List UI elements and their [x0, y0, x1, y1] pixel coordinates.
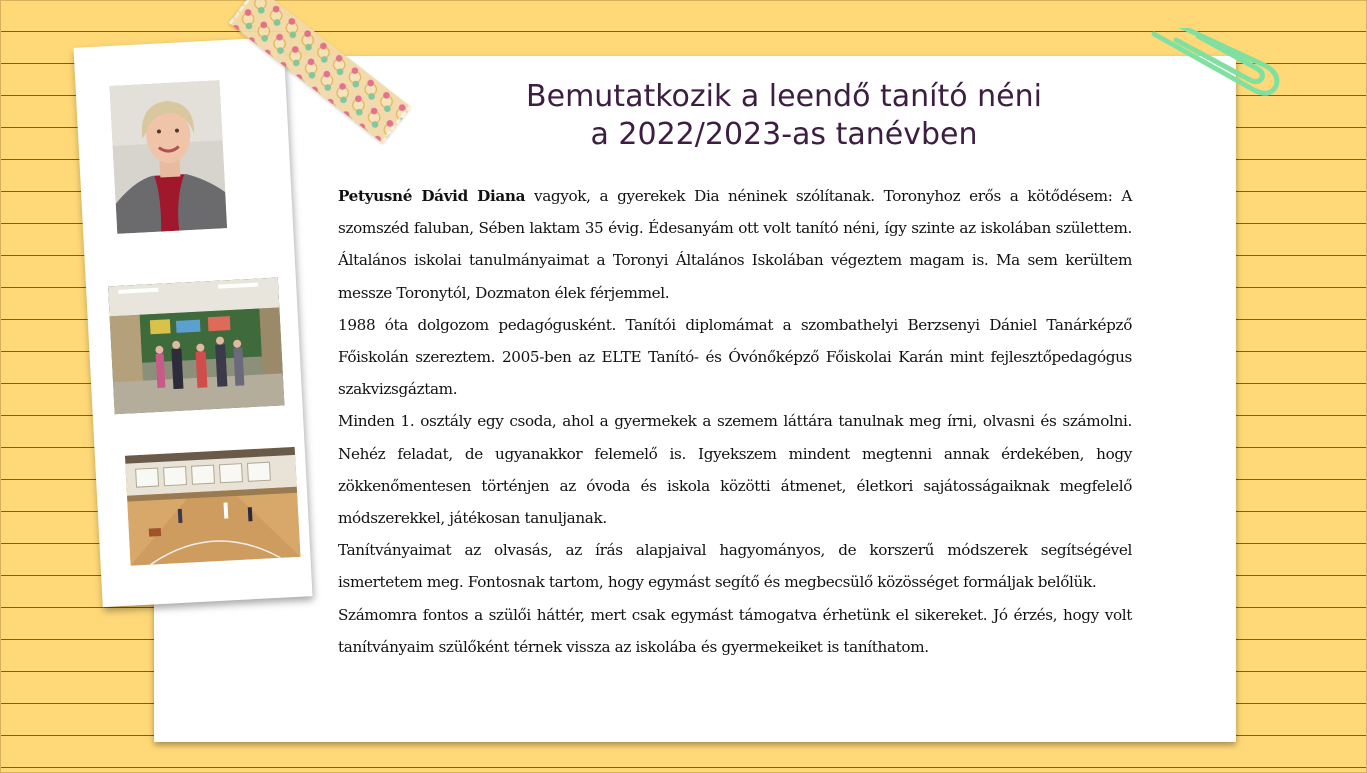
title-line-2: a 2022/2023-as tanévben: [590, 117, 978, 152]
intro-text: [338, 180, 1132, 663]
classroom-photo: [108, 278, 284, 415]
teacher-name: Petyusné Dávid Diana: [338, 187, 526, 205]
paragraph-5: Számomra fontos a szülői háttér, mert csak egymást támogatva érhetünk el sikereket. Jó érzés, hogy volt tanítványaim szülőként térnek vissza az iskolába és gyermekeiket is taníthatom.: [338, 605, 1132, 656]
title-line-1: Bemutatkozik a leendő tanító néni: [526, 79, 1042, 114]
paragraph-2: 1988 óta dolgozom pedagógusként. Tanítói diplomámat a szombathelyi Berzsenyi Dániel Tanárképző Főiskolán szereztem. 2005-ben az ELTE Tanító- és Óvónőképző Főiskolai Karán mint fejlesztőpedagógus szakvizsgáztam.: [338, 315, 1132, 399]
photo-strip: [73, 37, 312, 607]
content-card: [154, 56, 1236, 742]
gym-photo: [125, 447, 301, 566]
paragraph-4: Tanítványaimat az olvasás, az írás alapjaival hagyományos, de korszerű módszerek segítségével ismertetem meg. Fontosnak tartom, hogy egymást segítő és megbecsülő közösséget formáljak belőlük.: [338, 541, 1132, 592]
page-title: [494, 78, 1074, 154]
paragraph-3: Minden 1. osztály egy csoda, ahol a gyermekek a szemem láttára tanulnak meg írni, olvasni és számolni. Nehéz feladat, de ugyanakkor felemelő is. Igyekszem mindent megtenni annak érdekében, hogy zökkenőmentesen történjen az óvoda és iskola közötti átmenet, életkori sajátosságaiknak megfelelő módszerekkel, játékosan tanuljanak.: [338, 412, 1132, 528]
paperclip-icon: [1146, 28, 1286, 98]
teacher-portrait-photo: [110, 80, 228, 234]
paragraph-1: [338, 180, 1132, 309]
paragraph-1-text: vagyok, a gyerekek Dia néninek szólítanak. Toronyhoz erős a kötődésem: A szomszéd faluban, Sében laktam 35 évig. Édesanyám ott volt tanító néni, így szinte az iskolában születtem. Általános iskolai tanulmányaimat a Toronyi Általános Iskolában végeztem magam is. Ma sem kerültem messze Toronytól, Dozmaton élek férjemmel.: [338, 187, 1132, 302]
